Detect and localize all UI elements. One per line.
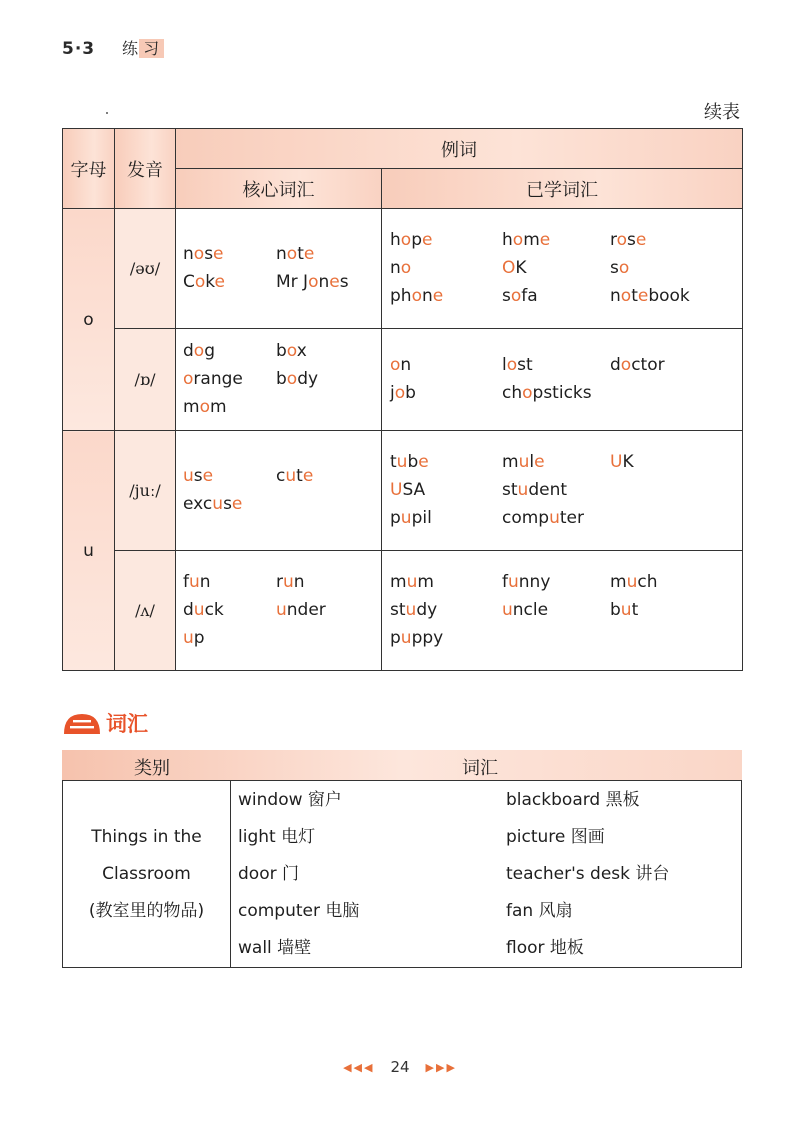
example-word: box	[276, 341, 307, 361]
sound-cell: /ʌ/	[115, 551, 176, 671]
example-word: study	[390, 600, 438, 620]
example-word: mum	[390, 572, 434, 592]
vocab-item: door 门	[238, 864, 299, 884]
example-word: but	[610, 600, 639, 620]
example-word: note	[276, 244, 315, 264]
example-word: uncle	[502, 600, 549, 620]
sound-cell: /ɒ/	[115, 329, 176, 431]
example-word: job	[390, 383, 416, 403]
example-word: under	[276, 600, 326, 620]
example-word: mule	[502, 452, 545, 472]
practice-label: 练 习	[122, 39, 164, 58]
example-word: up	[183, 628, 205, 648]
vocab-table-header	[62, 750, 742, 780]
category-cell	[63, 781, 231, 967]
header-learned: 已学词汇	[382, 169, 743, 209]
section-heading-vocab	[62, 708, 148, 738]
example-word: so	[610, 258, 630, 278]
example-word: OK	[502, 258, 527, 278]
vocab-item: computer 电脑	[238, 901, 360, 921]
svg-text:二: 二	[82, 732, 83, 733]
example-word: nose	[183, 244, 224, 264]
category-line: Things in the	[91, 826, 202, 847]
letter-cell-o: o	[63, 209, 115, 431]
example-word: run	[276, 572, 305, 592]
vocab-table	[62, 780, 742, 968]
example-word: sofa	[502, 286, 538, 306]
vocab-item: picture 图画	[506, 827, 605, 847]
header-words: 词汇	[462, 758, 498, 779]
learned-words-cell	[382, 551, 743, 671]
core-words-cell	[176, 329, 382, 431]
letter-cell-u: u	[63, 431, 115, 671]
vocab-item: window 窗户	[238, 790, 342, 810]
header-examples: 例词	[176, 129, 743, 169]
decorative-dot	[106, 112, 108, 114]
page-number: 24	[390, 1058, 410, 1076]
section-number-icon	[62, 710, 102, 736]
example-word: computer	[502, 508, 585, 528]
example-word: excuse	[183, 494, 243, 514]
example-word: mom	[183, 397, 227, 417]
example-word: fun	[183, 572, 211, 592]
example-word: student	[502, 480, 568, 500]
example-word: notebook	[610, 286, 690, 306]
example-word: UK	[610, 452, 634, 472]
example-word: doctor	[610, 355, 665, 375]
continued-label: 续表	[704, 102, 740, 123]
series-mark: 5·3 练 习	[62, 36, 164, 59]
example-word: much	[610, 572, 658, 592]
vocab-column-left	[238, 789, 359, 959]
learned-words-cell	[382, 329, 743, 431]
vocab-item: floor 地板	[506, 938, 584, 958]
phonics-table	[62, 128, 743, 671]
sound-cell: /əʊ/	[115, 209, 176, 329]
example-word: no	[390, 258, 412, 278]
example-word: chopsticks	[502, 383, 592, 403]
header-sound: 发音	[115, 129, 176, 209]
example-word	[610, 481, 710, 500]
example-word: Mr Jones	[276, 272, 349, 292]
example-word: pupil	[390, 508, 432, 528]
learned-words-cell	[382, 209, 743, 329]
page-number-bar	[330, 1058, 470, 1076]
category-line: (教室里的物品)	[88, 900, 205, 921]
core-words-cell	[176, 431, 382, 551]
example-word: body	[276, 369, 319, 389]
example-word: orange	[183, 369, 243, 389]
learned-words-cell	[382, 431, 743, 551]
example-word: Coke	[183, 272, 225, 292]
vocab-item: light 电灯	[238, 827, 316, 847]
example-word: cute	[276, 466, 314, 486]
example-word: home	[502, 230, 551, 250]
example-word: duck	[183, 600, 224, 620]
example-word: rose	[610, 230, 647, 250]
vocab-item: wall 墙壁	[238, 938, 312, 958]
vocab-item: blackboard 黑板	[506, 790, 640, 810]
example-word: phone	[390, 286, 444, 306]
example-word: use	[183, 466, 214, 486]
prev-arrows-icon: ◀◀◀	[343, 1060, 375, 1074]
category-line: Classroom	[102, 863, 191, 884]
section-title: 词汇	[106, 712, 148, 736]
example-word: on	[390, 355, 412, 375]
header-core: 核心词汇	[176, 169, 382, 209]
sound-cell: /juː/	[115, 431, 176, 551]
example-word: lost	[502, 355, 533, 375]
vocab-item: teacher's desk 讲台	[506, 864, 670, 884]
example-word: funny	[502, 572, 551, 592]
vocab-column-right	[506, 789, 669, 959]
vocab-item: fan 风扇	[506, 901, 573, 921]
example-word: hope	[390, 230, 433, 250]
example-word: dog	[183, 341, 215, 361]
core-words-cell	[176, 551, 382, 671]
header-category: 类别	[134, 758, 170, 779]
core-words-cell	[176, 209, 382, 329]
header-letter: 字母	[63, 129, 115, 209]
next-arrows-icon: ▶▶▶	[425, 1060, 457, 1074]
example-word: tube	[390, 452, 429, 472]
example-word: puppy	[390, 628, 444, 648]
example-word: USA	[390, 480, 426, 500]
